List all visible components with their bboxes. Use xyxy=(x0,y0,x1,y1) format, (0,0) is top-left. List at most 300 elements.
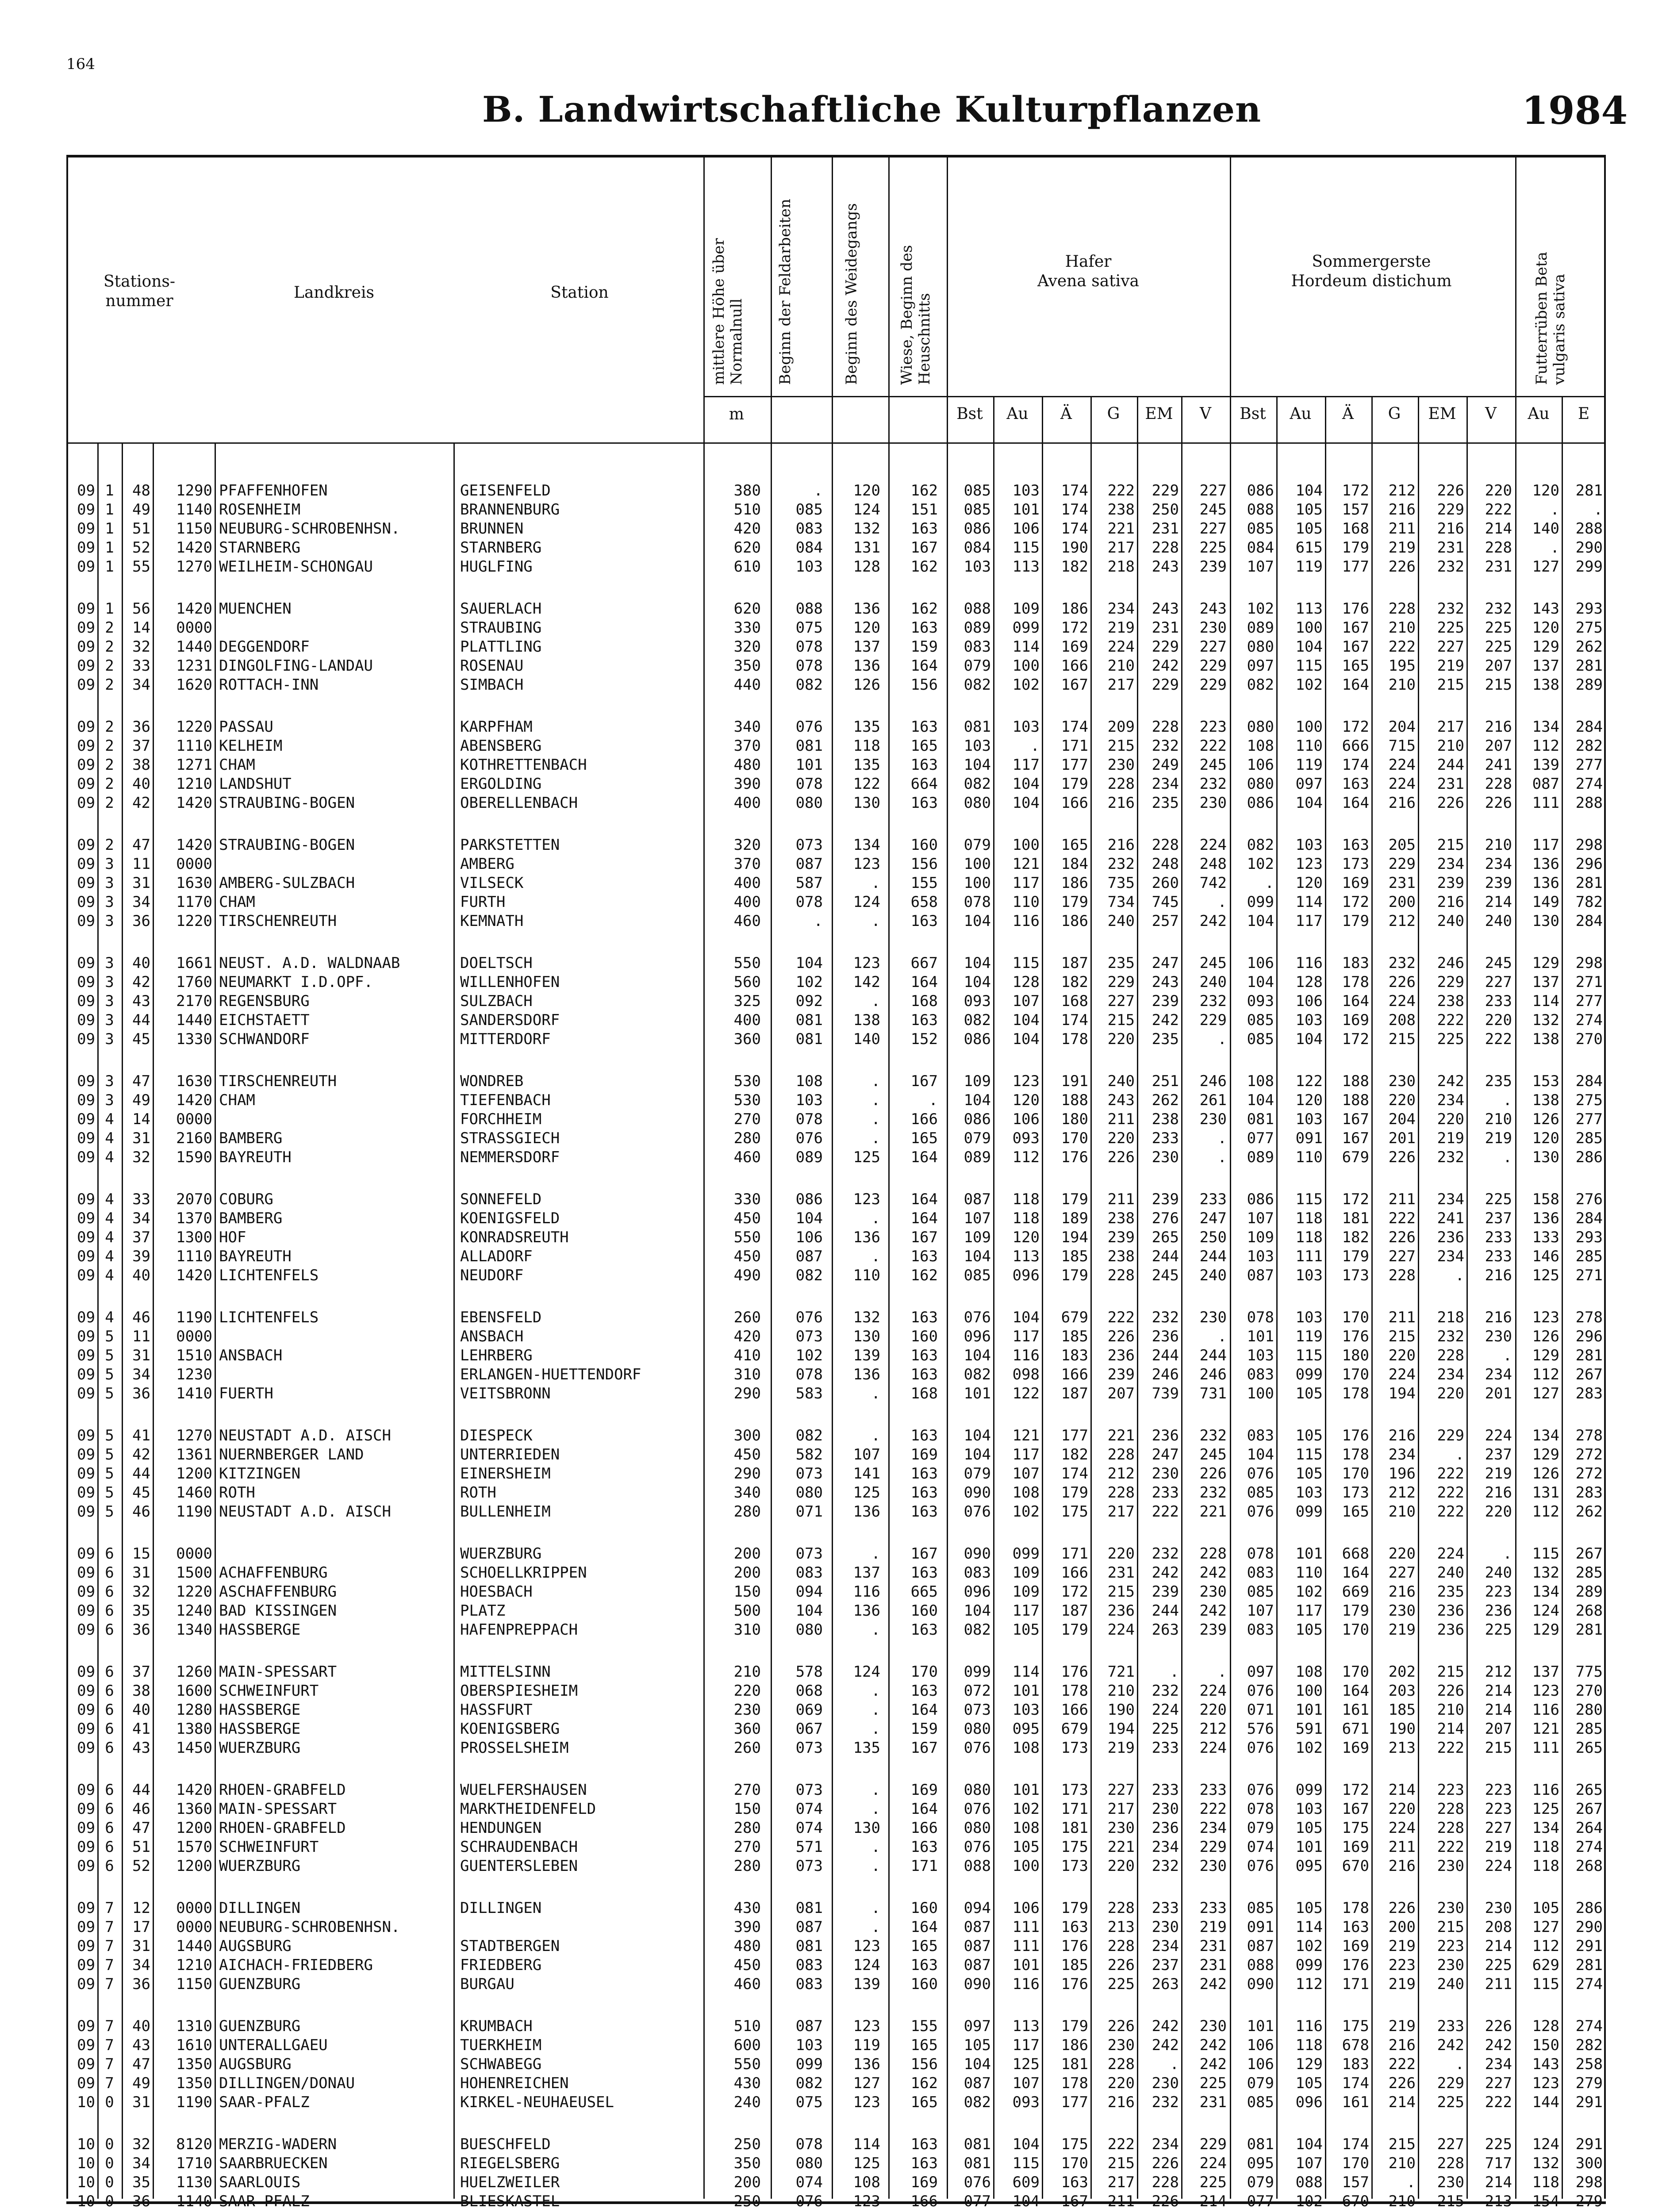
table-cell: 238 xyxy=(1437,992,1464,1010)
table-cell: 162 xyxy=(910,2074,938,2092)
table-cell: 083 xyxy=(1247,1366,1274,1383)
table-cell: 275 xyxy=(1575,1091,1603,1109)
table-cell: 139 xyxy=(853,1975,880,1993)
table-cell: 09 xyxy=(77,657,95,675)
sub-header-oats-2: Ä xyxy=(1060,405,1072,423)
table-cell: 118 xyxy=(853,737,880,755)
table-cell: 087 xyxy=(964,1937,991,1955)
table-cell: 227 xyxy=(1485,973,1512,991)
table-cell: 108 xyxy=(1295,1663,1323,1681)
table-cell: 289 xyxy=(1575,676,1603,694)
table-cell: 1420 xyxy=(176,836,212,854)
table-cell: 075 xyxy=(795,619,823,637)
table-cell: 450 xyxy=(733,1210,761,1227)
table-cell: 141 xyxy=(853,1465,880,1482)
table-cell: 181 xyxy=(1061,1819,1088,1837)
table-cell: 123 xyxy=(853,855,880,873)
table-row xyxy=(0,1682,1666,1700)
header-barley: Sommergerste Hordeum distichum xyxy=(1291,253,1452,290)
table-row xyxy=(0,2017,1666,2035)
table-cell: 1350 xyxy=(176,2055,212,2073)
table-cell: SULZBACH xyxy=(460,992,533,1010)
table-cell: 360 xyxy=(733,1720,761,1738)
table-cell: 216 xyxy=(1437,893,1464,911)
table-cell: STARNBERG xyxy=(219,539,301,557)
table-cell: 100 xyxy=(964,855,991,873)
table-cell: TIEFENBACH xyxy=(460,1091,551,1109)
table-cell: 238 xyxy=(1107,501,1135,518)
table-cell: 126 xyxy=(1532,1110,1559,1128)
table-cell: 09 xyxy=(77,1446,95,1463)
table-cell: 39 xyxy=(132,1248,150,1265)
table-cell: 104 xyxy=(795,1602,823,1620)
table-cell: 079 xyxy=(1247,2074,1274,2092)
table-cell: 227 xyxy=(1485,1819,1512,1837)
table-cell: 246 xyxy=(1437,954,1464,972)
table-cell: 09 xyxy=(77,501,95,518)
table-cell: 239 xyxy=(1152,1583,1179,1601)
header-field-work: Beginn der Feldarbeiten xyxy=(776,199,794,385)
table-cell: 085 xyxy=(1247,1030,1274,1048)
table-cell: 09 xyxy=(77,1190,95,1208)
table-cell: 106 xyxy=(1012,1899,1040,1917)
table-cell: 210 xyxy=(1485,836,1512,854)
table-cell: 228 xyxy=(1152,539,1179,557)
table-cell: 107 xyxy=(1247,1602,1274,1620)
table-cell: 104 xyxy=(1012,1309,1040,1326)
table-cell: 100 xyxy=(1012,657,1040,675)
table-cell: 233 xyxy=(1152,1484,1179,1502)
table-cell: 1210 xyxy=(176,775,212,793)
table-cell: 185 xyxy=(1388,1701,1416,1719)
table-cell: 282 xyxy=(1575,737,1603,755)
table-cell: SAAR-PFALZ xyxy=(219,2093,310,2111)
table-cell: 073 xyxy=(795,1465,823,1482)
table-border-right xyxy=(1604,157,1606,2199)
table-cell: . xyxy=(871,874,880,892)
table-cell: . xyxy=(1503,1347,1512,1364)
table-cell: 44 xyxy=(132,1465,150,1482)
table-cell: 117 xyxy=(1295,1602,1323,1620)
table-cell: 240 xyxy=(1485,912,1512,930)
table-cell: 171 xyxy=(910,1857,938,1875)
table-cell: 081 xyxy=(964,718,991,736)
table-cell: 136 xyxy=(853,657,880,675)
table-cell: 270 xyxy=(1575,1682,1603,1700)
table-cell: 175 xyxy=(1061,1503,1088,1521)
table-cell: 230 xyxy=(1199,1309,1227,1326)
table-cell: 291 xyxy=(1575,1937,1603,1955)
table-cell: 34 xyxy=(132,1956,150,1974)
table-cell: ANSBACH xyxy=(219,1347,283,1364)
table-cell: 182 xyxy=(1061,1446,1088,1463)
table-cell: 078 xyxy=(1247,1545,1274,1563)
table-cell: 5 xyxy=(105,1328,114,1345)
table-cell: 183 xyxy=(1061,1347,1088,1364)
table-cell: 09 xyxy=(77,1602,95,1620)
table-cell: 076 xyxy=(964,1309,991,1326)
table-cell: SCHWEINFURT xyxy=(219,1838,319,1856)
table-cell: 09 xyxy=(77,912,95,930)
table-cell: 103 xyxy=(1247,1347,1274,1364)
table-cell: 160 xyxy=(910,1899,938,1917)
table-cell: 6 xyxy=(105,1602,114,1620)
table-cell: 077 xyxy=(1247,1129,1274,1147)
table-cell: 205 xyxy=(1388,836,1416,854)
table-row xyxy=(0,954,1666,972)
table-cell: 52 xyxy=(132,539,150,557)
table-cell: 224 xyxy=(1437,1545,1464,1563)
table-cell: 234 xyxy=(1485,2055,1512,2073)
table-cell: . xyxy=(1455,1446,1464,1463)
table-cell: 087 xyxy=(1532,775,1559,793)
table-cell: 283 xyxy=(1575,1484,1603,1502)
table-row xyxy=(0,1072,1666,1091)
table-row xyxy=(0,2036,1666,2055)
table-cell: 081 xyxy=(1247,1110,1274,1128)
table-cell: 086 xyxy=(964,1110,991,1128)
table-cell: 310 xyxy=(733,1366,761,1383)
table-cell: STRAUBING-BOGEN xyxy=(219,836,355,854)
table-cell: 196 xyxy=(1388,1465,1416,1482)
table-cell: 143 xyxy=(1532,600,1559,618)
table-cell: 274 xyxy=(1575,1838,1603,1856)
table-cell: 078 xyxy=(1247,1309,1274,1326)
table-cell: 102 xyxy=(1295,1937,1323,1955)
table-cell: 124 xyxy=(853,1663,880,1681)
sub-header-oats-5: V xyxy=(1200,405,1211,423)
table-cell: PFAFFENHOFEN xyxy=(219,482,328,499)
table-cell: 136 xyxy=(853,1366,880,1383)
table-cell: 095 xyxy=(1295,1857,1323,1875)
table-cell: 165 xyxy=(910,737,938,755)
table-cell: 163 xyxy=(910,1564,938,1582)
table-cell: 172 xyxy=(1061,1583,1088,1601)
table-row xyxy=(0,1819,1666,1837)
table-cell: SANDERSDORF xyxy=(460,1011,560,1029)
table-cell: 128 xyxy=(853,558,880,576)
table-cell: 6 xyxy=(105,1739,114,1757)
table-cell: 671 xyxy=(1342,1720,1369,1738)
table-cell: 370 xyxy=(733,737,761,755)
table-cell: 187 xyxy=(1061,954,1088,972)
table-row xyxy=(0,500,1666,519)
table-cell: 165 xyxy=(910,2093,938,2111)
table-cell: 219 xyxy=(1107,619,1135,637)
table-cell: 222 xyxy=(1388,2055,1416,2073)
table-cell: 134 xyxy=(853,836,880,854)
table-cell: . xyxy=(871,1838,880,1856)
table-cell: DEGGENDORF xyxy=(219,638,310,656)
table-cell: 739 xyxy=(1152,1385,1179,1402)
table-cell: 420 xyxy=(733,520,761,538)
table-cell: 217 xyxy=(1107,1800,1135,1818)
table-cell: 134 xyxy=(1532,1427,1559,1444)
table-cell: 229 xyxy=(1152,482,1179,499)
table-cell: 275 xyxy=(1575,619,1603,637)
table-cell: 229 xyxy=(1199,657,1227,675)
table-cell: 215 xyxy=(1437,1918,1464,1936)
table-cell: 228 xyxy=(1107,2055,1135,2073)
table-cell: 091 xyxy=(1247,1918,1274,1936)
table-cell: 1260 xyxy=(176,1663,212,1681)
table-cell: 111 xyxy=(1012,1937,1040,1955)
table-cell: 215 xyxy=(1437,1663,1464,1681)
table-cell: 1460 xyxy=(176,1484,212,1502)
table-cell: 110 xyxy=(1295,1564,1323,1582)
table-cell: 106 xyxy=(1247,2036,1274,2054)
table-cell: 228 xyxy=(1437,2154,1464,2172)
table-cell: 120 xyxy=(853,619,880,637)
table-cell: 296 xyxy=(1575,1328,1603,1345)
table-cell: 230 xyxy=(1199,1110,1227,1128)
table-cell: 085 xyxy=(964,482,991,499)
table-cell: ALLADORF xyxy=(460,1248,533,1265)
table-cell: 074 xyxy=(1247,1838,1274,1856)
table-cell: 169 xyxy=(1342,1838,1369,1856)
table-cell: 245 xyxy=(1199,501,1227,518)
table-cell: 163 xyxy=(910,1682,938,1700)
table-row xyxy=(0,794,1666,812)
table-cell: 210 xyxy=(1388,676,1416,694)
table-cell: 0 xyxy=(105,2093,114,2111)
table-cell: 36 xyxy=(132,912,150,930)
column-rule xyxy=(832,157,833,2199)
table-cell: 096 xyxy=(964,1583,991,1601)
table-cell: LEHRBERG xyxy=(460,1347,533,1364)
table-cell: 280 xyxy=(733,1503,761,1521)
table-row xyxy=(0,519,1666,538)
table-cell: 09 xyxy=(77,1857,95,1875)
table-cell: 1361 xyxy=(176,1446,212,1463)
table-cell: 084 xyxy=(1247,539,1274,557)
table-cell: 09 xyxy=(77,1347,95,1364)
table-cell: 2160 xyxy=(176,1129,212,1147)
table-cell: 219 xyxy=(1107,1739,1135,1757)
table-cell: 104 xyxy=(964,1347,991,1364)
table-cell: 2 xyxy=(105,737,114,755)
table-cell: 216 xyxy=(1107,836,1135,854)
table-cell: 120 xyxy=(1295,874,1323,892)
table-cell: 3 xyxy=(105,855,114,873)
table-cell: 078 xyxy=(795,638,823,656)
table-cell: 212 xyxy=(1388,912,1416,930)
table-cell: 223 xyxy=(1485,1583,1512,1601)
table-cell: 167 xyxy=(1342,638,1369,656)
table-cell: 247 xyxy=(1152,954,1179,972)
table-cell: 230 xyxy=(1152,1148,1179,1166)
table-cell: 571 xyxy=(795,1838,823,1856)
table-cell: 3 xyxy=(105,1091,114,1109)
table-cell: 101 xyxy=(1247,1328,1274,1345)
table-cell: 232 xyxy=(1388,954,1416,972)
table-cell: 2 xyxy=(105,756,114,774)
table-cell: 7 xyxy=(105,2017,114,2035)
table-cell: HENDUNGEN xyxy=(460,1819,542,1837)
table-cell: 220 xyxy=(1107,1129,1135,1147)
table-cell: 157 xyxy=(1342,2174,1369,2191)
table-cell: 210 xyxy=(1388,1503,1416,1521)
table-cell: 35 xyxy=(132,1602,150,1620)
table-cell: 174 xyxy=(1061,1465,1088,1482)
table-row xyxy=(0,1701,1666,1719)
table-row xyxy=(0,637,1666,656)
table-cell: ABENSBERG xyxy=(460,737,542,755)
table-cell: 129 xyxy=(1532,1347,1559,1364)
table-cell: 104 xyxy=(1012,775,1040,793)
table-cell: 224 xyxy=(1388,1819,1416,1837)
table-cell: 215 xyxy=(1485,676,1512,694)
table-cell: 276 xyxy=(1575,1190,1603,1208)
table-cell: 110 xyxy=(1012,893,1040,911)
table-cell: 47 xyxy=(132,1072,150,1090)
table-cell: 087 xyxy=(964,1190,991,1208)
table-cell: 220 xyxy=(1388,1545,1416,1563)
table-cell: 115 xyxy=(1012,2154,1040,2172)
table-cell: 51 xyxy=(132,1838,150,1856)
table-cell: MERZIG-WADERN xyxy=(219,2135,337,2153)
table-cell: 230 xyxy=(1437,1857,1464,1875)
table-cell: 129 xyxy=(1532,954,1559,972)
table-cell: 211 xyxy=(1107,1110,1135,1128)
table-cell: 122 xyxy=(1012,1385,1040,1402)
table-cell: 320 xyxy=(733,638,761,656)
table-cell: 181 xyxy=(1061,2055,1088,2073)
table-cell: 260 xyxy=(733,1309,761,1326)
table-cell: 172 xyxy=(1342,1781,1369,1799)
table-cell: 450 xyxy=(733,1446,761,1463)
table-cell: 32 xyxy=(132,1148,150,1166)
table-cell: 162 xyxy=(910,482,938,499)
table-cell: 229 xyxy=(1437,1427,1464,1444)
table-cell: 283 xyxy=(1575,1385,1603,1402)
table-cell: 128 xyxy=(1532,2017,1559,2035)
table-cell: 232 xyxy=(1437,600,1464,618)
table-cell: 246 xyxy=(1199,1072,1227,1090)
table-cell: 163 xyxy=(1061,2174,1088,2191)
table-cell: 1340 xyxy=(176,1621,212,1639)
table-cell: 410 xyxy=(733,1347,761,1364)
table-cell: 1310 xyxy=(176,2017,212,2035)
table-cell: 241 xyxy=(1485,756,1512,774)
table-cell: 1510 xyxy=(176,1347,212,1364)
table-cell: 228 xyxy=(1107,1899,1135,1917)
table-cell: 400 xyxy=(733,874,761,892)
table-cell: 110 xyxy=(1295,1148,1323,1166)
table-cell: 121 xyxy=(1012,855,1040,873)
table-cell: 1140 xyxy=(176,501,212,518)
table-cell: 224 xyxy=(1388,992,1416,1010)
table-cell: 104 xyxy=(964,1248,991,1265)
table-cell: 114 xyxy=(1295,1918,1323,1936)
table-cell: 220 xyxy=(733,1682,761,1700)
table-cell: 160 xyxy=(910,836,938,854)
table-cell: 245 xyxy=(1199,1446,1227,1463)
table-cell: 079 xyxy=(1247,2174,1274,2191)
table-cell: 129 xyxy=(1532,1446,1559,1463)
table-cell: 6 xyxy=(105,1583,114,1601)
table-cell: 215 xyxy=(1437,2193,1464,2210)
table-cell: 49 xyxy=(132,1091,150,1109)
table-cell: 284 xyxy=(1575,912,1603,930)
table-cell: 123 xyxy=(1532,2074,1559,2092)
table-cell: 097 xyxy=(964,2017,991,2035)
table-cell: 09 xyxy=(77,2074,95,2092)
table-cell: 081 xyxy=(964,2154,991,2172)
table-cell: 244 xyxy=(1152,1248,1179,1265)
table-cell: PARKSTETTEN xyxy=(460,836,560,854)
table-cell: 104 xyxy=(1012,1030,1040,1048)
table-cell: 163 xyxy=(910,2135,938,2153)
sub-header-beet-0: Au xyxy=(1528,405,1550,423)
table-cell: 233 xyxy=(1199,1781,1227,1799)
table-cell: 270 xyxy=(1575,1030,1603,1048)
table-cell: 236 xyxy=(1437,1602,1464,1620)
table-cell: 230 xyxy=(1437,1899,1464,1917)
table-cell: HASSBERGE xyxy=(219,1720,301,1738)
table-cell: 103 xyxy=(1295,1267,1323,1284)
table-cell: 167 xyxy=(910,1545,938,1563)
table-cell: 1220 xyxy=(176,718,212,736)
table-cell: 080 xyxy=(795,1484,823,1502)
table-cell: 667 xyxy=(910,954,938,972)
table-cell: 228 xyxy=(1107,1446,1135,1463)
table-cell: 242 xyxy=(1437,2036,1464,2054)
table-cell: 213 xyxy=(1107,1918,1135,1936)
table-row xyxy=(0,676,1666,694)
table-cell: 081 xyxy=(795,1899,823,1917)
table-cell: 7 xyxy=(105,1956,114,1974)
table-cell: 665 xyxy=(910,1583,938,1601)
table-cell: . xyxy=(1170,1663,1179,1681)
table-cell: 226 xyxy=(1437,1682,1464,1700)
table-cell: 086 xyxy=(1247,1190,1274,1208)
table-cell: 178 xyxy=(1061,1030,1088,1048)
table-cell: 1200 xyxy=(176,1857,212,1875)
table-cell: 163 xyxy=(910,1956,938,1974)
table-cell: 171 xyxy=(1061,1545,1088,1563)
table-cell: 080 xyxy=(964,794,991,812)
table-cell: 123 xyxy=(853,954,880,972)
table-cell: 103 xyxy=(1295,1484,1323,1502)
table-row xyxy=(0,538,1666,557)
table-cell: KONRADSREUTH xyxy=(460,1229,569,1246)
table-cell: 163 xyxy=(910,1621,938,1639)
table-cell: 163 xyxy=(910,2154,938,2172)
table-cell: 228 xyxy=(1107,1267,1135,1284)
table-cell: 670 xyxy=(1342,2193,1369,2210)
table-cell: 222 xyxy=(1485,2093,1512,2111)
table-cell: 226 xyxy=(1388,1229,1416,1246)
table-cell: 09 xyxy=(77,1682,95,1700)
table-cell: NEUBURG-SCHROBENHSN. xyxy=(219,520,400,538)
table-cell: 177 xyxy=(1061,1427,1088,1444)
table-cell: 782 xyxy=(1575,893,1603,911)
table-cell: 073 xyxy=(795,1781,823,1799)
table-cell: 107 xyxy=(1012,2074,1040,2092)
table-cell: 124 xyxy=(853,1956,880,1974)
table-cell: 232 xyxy=(1199,1484,1227,1502)
table-cell: 170 xyxy=(910,1663,938,1681)
table-cell: 216 xyxy=(1388,794,1416,812)
table-cell: 234 xyxy=(1437,1248,1464,1265)
table-cell: 173 xyxy=(1342,855,1369,873)
table-cell: 670 xyxy=(1342,1857,1369,1875)
table-cell: 175 xyxy=(1061,1838,1088,1856)
table-cell: 083 xyxy=(795,1956,823,1974)
table-cell: 104 xyxy=(795,1210,823,1227)
table-cell: 124 xyxy=(1532,2135,1559,2153)
